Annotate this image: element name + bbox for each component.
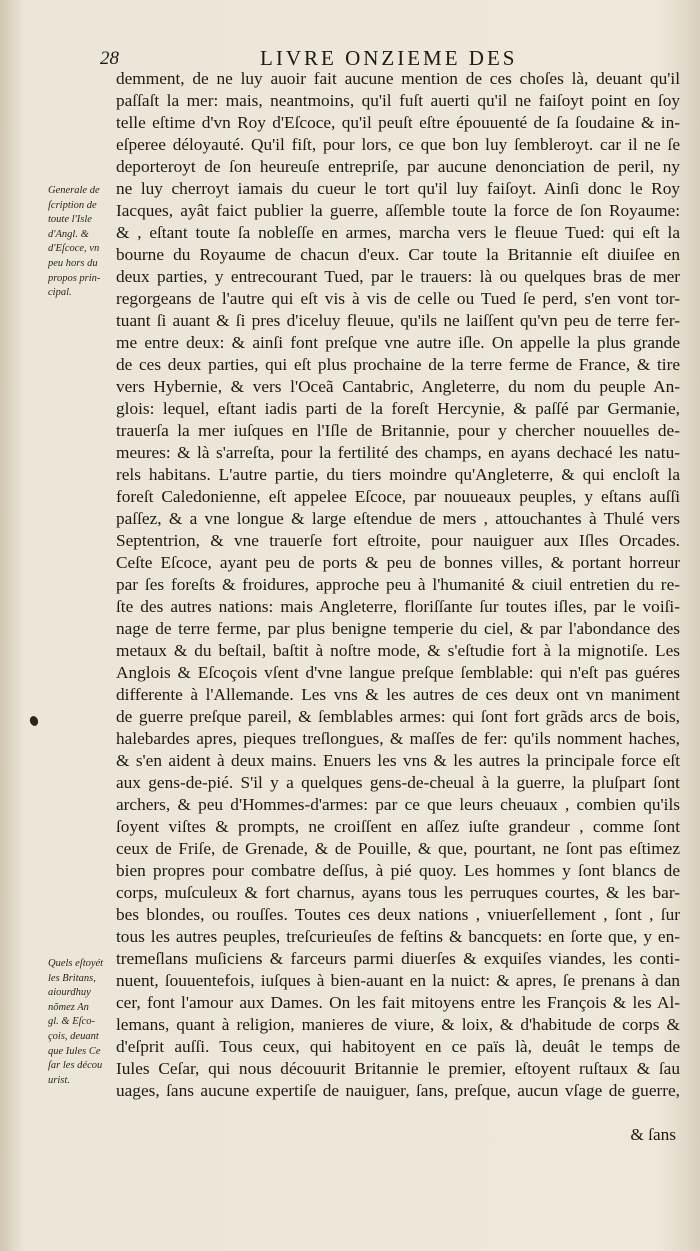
margin-note-line: çois, deuant [48,1030,99,1042]
text-line: Iacques, ayât faict publier la guerre, aſſemble toute la force de ſon Royaume: [116,201,680,220]
margin-note-description [48,184,120,301]
text-line: deux parties, y entrecourant Tued, par le trauers: là ou quelques bras de mer [116,267,680,286]
text-line: & , eſtant toute ſa nobleſſe en armes, marcha vers le fleuue Tued: qui eſt la [116,223,680,242]
text-line: Septentrion, & vne trauerſe fort eſtroite, pour nauiguer aux Iſles Orcades. [116,531,680,550]
text-line: corps, muſculeux & fort charnus, ayans tous les perruques courtes, & les bar- [116,883,680,902]
margin-note-britons [48,957,120,1088]
text-line: ceux de Friſe, de Grenade, & de Pouille, & que, pourtant, ne ſont pas eſtimez [116,839,680,858]
ink-blot [29,715,40,727]
text-line: ne luy cherroyt iamais du cueur le tort qu'il luy faiſoyt. Ainſi donc le Roy [116,179,680,198]
margin-note-line: ſar les décou [48,1060,103,1072]
text-line: paſſez, & a vne longue & large eſtendue de mers , attouchantes à Thulé vers [116,509,680,528]
text-line: differente à l'Allemande. Les vns & les autres de ces deux ont vn maniment [116,685,680,704]
text-line: foreſt Caledonienne, eſt appelee Eſcoce, par nouueaux peuples, y eſtans auſſi [116,487,680,506]
margin-note-line: gl. & Eſco- [48,1016,95,1028]
text-line: bourne du Royaume de chacun d'eux. Car toute la Britannie eſt diuiſee en [116,245,680,264]
text-line: nuent, ſouuentefois, iuſques à bien-auant en la nuict: & apres, ſe prenans à dan [116,971,680,990]
margin-note-line: Quels eſtoyét [48,958,104,969]
body-text [116,68,680,1146]
text-line: d'eſprit auſſi. Tous ceux, qui habitoyent en ce païs là, deuât le temps de [116,1037,680,1056]
text-line: rels habitans. L'autre partie, du tiers moindre qu'Angleterre, & qui encloſt la [116,465,680,484]
text-line: meures: & là s'arreſta, pour la fertilité des champs, en ayans dechacé les natu- [116,443,680,462]
margin-note-line: nõmez An [48,1001,89,1013]
text-line: paſſaſt la mer: mais, neantmoins, qu'il fuſt auerti qu'il ne faiſoyt point en ſoy [116,91,680,110]
margin-note-line: peu hors du [48,257,98,269]
text-line: lemans, quant à religion, manieres de viure, & loix, & d'habitude de corps & [116,1015,680,1034]
margin-note-line: urist. [48,1074,70,1086]
text-line: ſoyent viſtes & prompts, ne croiſſent en aſſez iuſte grandeur , comme ſont [116,817,680,836]
text-line: demment, de ne luy auoir fait aucune mention de ces choſes là, deuant qu'il [116,69,680,88]
text-line: ſte des autres nations: mais Angleterre, floriſſante ſur toutes iſles, par le voiſi- [116,597,680,616]
catchword: & ſans [630,1125,676,1144]
text-line: bes blondes, ou rouſſes. Toutes ces deux nations , vniuerſellement , ſont , ſur [116,905,680,924]
text-line: metaux & du beſtail, baſtit à noſtre mode, & s'eſtudie fort à la mignotiſe. Les [116,641,680,660]
text-line: & s'en aident à deux mains. Enuers les vns & les autres la principale force eſt [116,751,680,770]
text-line: de guerre preſque pareil, & ſemblables armes: qui ſont fort grãds arcs de bois, [116,707,680,726]
text-line: uages, ſans aucune expertiſe de nauiguer, ſans, preſque, aucun vſage de guerre, [116,1081,680,1100]
margin-note-line: aiourdhuy [48,987,91,999]
text-line [116,1102,680,1124]
text-line: aux gens-de-pié. S'il y a quelques gens-de-cheual à la guerre, la pluſpart ſont [116,773,680,792]
text-line: me entre deux: & ainſi font preſque vne autre iſle. On appelle la plus grande [116,333,680,352]
margin-note-line: cipal. [48,287,72,299]
text-line: Iules Ceſar, qui nous découurit Britannie le premier, eſtoyent ruſtaux & ſau [116,1059,680,1078]
text-line: bien propres pour combatre deſſus, à pié quoy. Les hommes y ſont blancs de [116,861,680,880]
text-line: archers, & peu d'Hommes-d'armes: par ce que leurs cheuaux , combien qu'ils [116,795,680,814]
text-line: glois: lequel, eſtant iadis parti de la foreſt Hercynie, & paſſé par Germanie, [116,399,680,418]
text-line: par ſes foreſts & froidures, approche peu à l'humanité & ciuil entretien du re- [116,575,680,594]
margin-note-line: toute l'Isle [48,214,92,226]
page-number: 28 [100,48,119,69]
text-line: tremeſlans muſiciens & farceurs parmi diuerſes & exquiſes viandes, les conti- [116,949,680,968]
text-line: tous les autres peuples, treſcurieuſes de feſtins & bancquets: en ſorte que, y en- [116,927,680,946]
text-line: cer, font l'amour aux Dames. On les fait mitoyens entre les François & les Al- [116,993,680,1012]
margin-note-line: que Iules Ce [48,1045,101,1057]
running-title: LIVRE ONZIEME DES [260,46,518,70]
text-line: Ceſte Eſcoce, ayant peu de ports & peu de bonnes villes, & portant horreur [116,553,680,572]
text-line: halebardes apres, pieques treſlongues, & maſſes de fer: qu'ils nomment haches, [116,729,680,748]
margin-note-line: ſcription de [48,199,97,211]
text-line: deporteroyt de ſon heureuſe entrepriſe, par aucune denonciation de peril, ny [116,157,680,176]
text-line: eſperee déloyauté. Qu'il fiſt, pour lors, ce que bon luy ſembleroyt. car il ne ſe [116,135,680,154]
text-line: nage de terre ferme, par plus benigne temperie du ciel, & par l'abondance des [116,619,680,638]
text-line: Anglois & Eſcoçois vſent d'vne langue preſque ſemblable: qui n'eſt pas guéres [116,663,680,682]
margin-note-line: d'Eſcoce, vn [48,243,100,255]
margin-note-line: propos prin- [48,272,101,284]
text-line: de ces deux parties, qui eſt plus prochaine de la terre ferme de France, & tire [116,355,680,374]
text-line: vers Hybernie, & vers l'Oceã Cantabric, Angleterre, du nom du peuple An- [116,377,680,396]
margin-note-line: d'Angl. & [48,228,89,240]
text-line: tuant ſi auant & ſi pres d'iceluy fleuue, qu'ils ne laiſſent qu'vn peu de terre fer- [116,311,680,330]
margin-note-line: Generale de [48,185,100,196]
text-line: telle eſtime d'vn Roy d'Eſcoce, qu'il peuſt eſtre épouuenté de ſa ſoudaine & in- [116,113,680,132]
text-line: regorgeans de l'autre qui eſt vis à vis de celle ou Tued ſe perd, s'en vont tor- [116,289,680,308]
margin-note-line: les Britans, [48,972,96,984]
text-line: trauerſa la mer iuſques en l'Iſle de Britannie, pour y chercher nouuelles de- [116,421,680,440]
